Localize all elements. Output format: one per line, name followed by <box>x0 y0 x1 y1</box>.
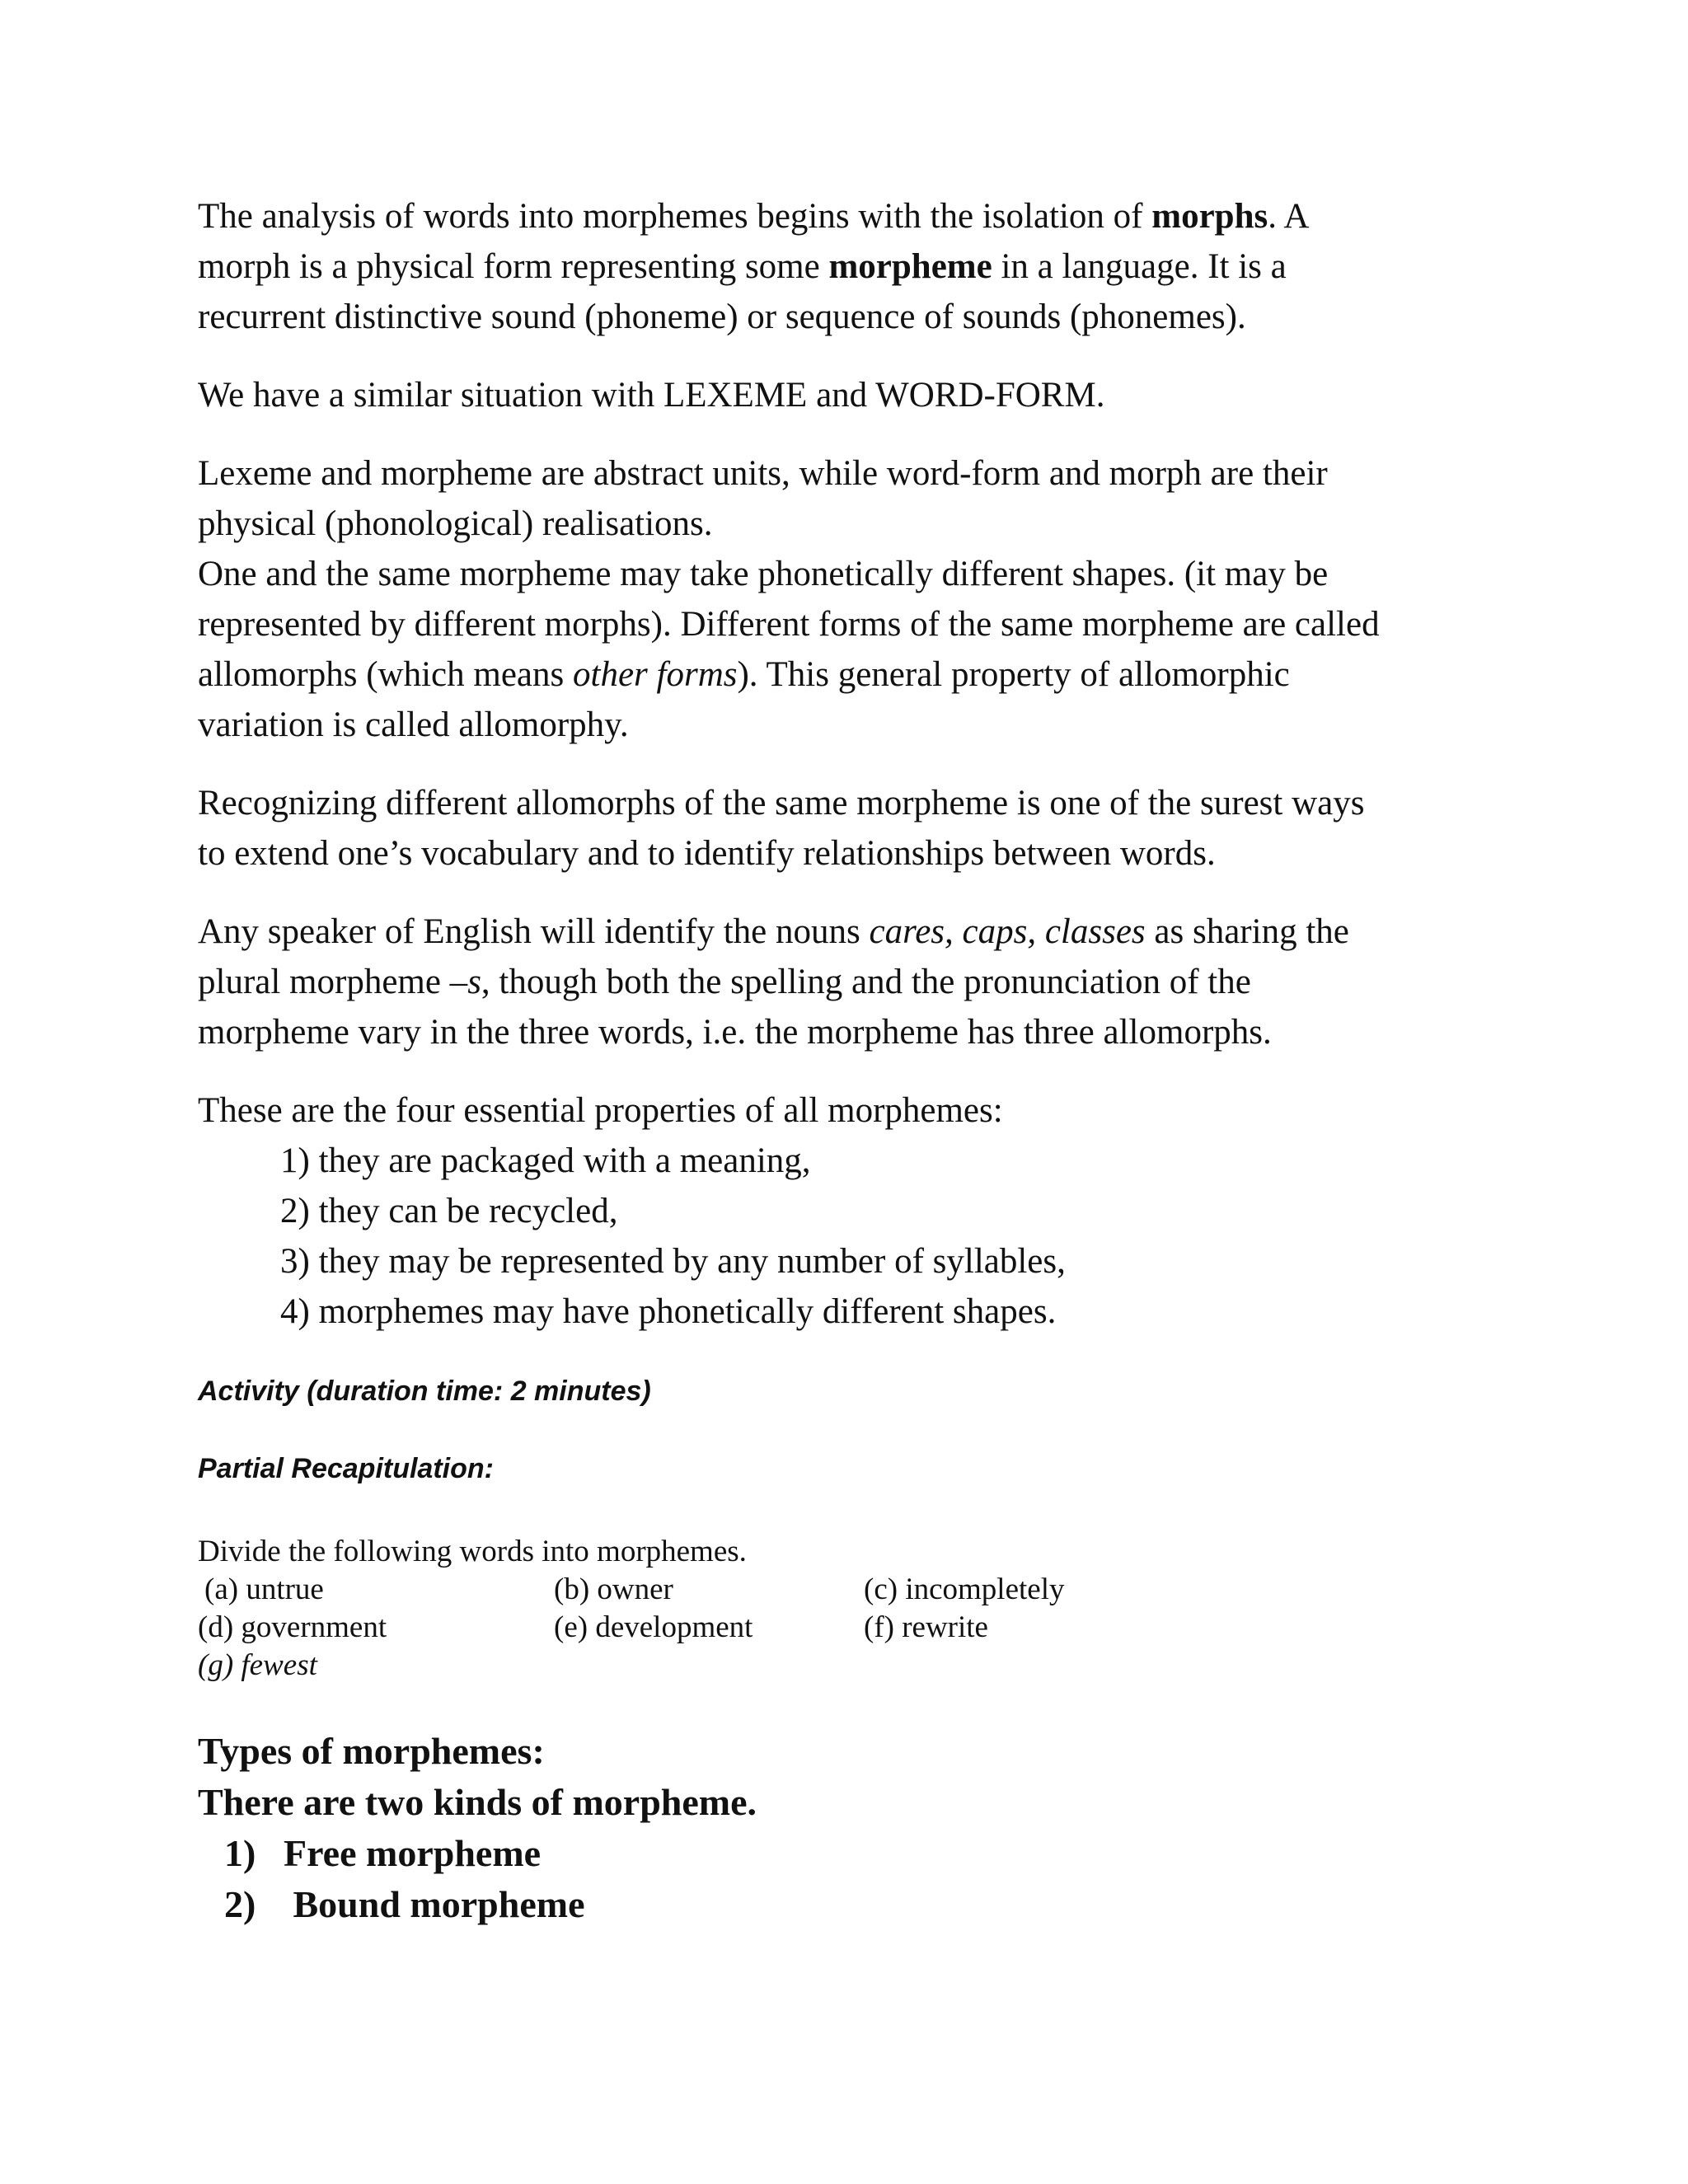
exercise-block <box>198 1533 1517 1685</box>
text-run: morph is a physical form representing some <box>198 247 829 286</box>
exercise-word-italic <box>198 1647 1517 1685</box>
paragraph-abstract-units <box>198 448 1517 549</box>
list-item-free-morpheme <box>198 1828 1517 1879</box>
list-item-bound-morpheme <box>198 1879 1517 1930</box>
bold-term-morpheme: morpheme <box>828 247 992 286</box>
paragraph-allomorphs <box>198 549 1517 750</box>
list-item: 2) they can be recycled, <box>280 1192 618 1230</box>
text-run: . A <box>1268 197 1310 236</box>
list-item: 3) they may be represented by any number of syllables, <box>280 1242 1066 1281</box>
italic-suffix: s <box>467 963 481 1001</box>
text-line: We have a similar situation with LEXEME and WORD-FORM. <box>198 376 1105 415</box>
paragraph-morphs <box>198 191 1517 342</box>
text-line: recurrent distinctive sound (phoneme) or sequence of sounds (phonemes). <box>198 298 1246 336</box>
text-line: Recognizing different allomorphs of the same morpheme is one of the surest ways <box>198 784 1365 823</box>
text-line: to extend one’s vocabulary and to identify relationships between words. <box>198 834 1216 873</box>
exercise-row <box>198 1571 1517 1609</box>
text-line <box>198 241 1517 292</box>
bold-term-morphs: morphs <box>1151 197 1268 236</box>
exercise-instruction: Divide the following words into morphemes. <box>198 1535 747 1568</box>
list-label: Bound morpheme <box>284 1883 585 1925</box>
paragraph-lexeme <box>198 370 1517 420</box>
properties-list <box>280 1136 1517 1337</box>
exercise-word: (c) incompletely <box>864 1572 1065 1606</box>
text-line: One and the same morpheme may take phonetically different shapes. (it may be <box>198 555 1329 593</box>
text-line <box>198 957 1517 1007</box>
text-run: The analysis of words into morphemes begins with the isolation of <box>198 197 1152 236</box>
text-run: in a language. It is a <box>992 247 1287 286</box>
exercise-word: (a) untrue <box>204 1572 324 1606</box>
exercise-word: (f) rewrite <box>864 1610 988 1644</box>
italic-examples: cares, caps, classes <box>869 912 1146 951</box>
text-line: variation is called allomorphy. <box>198 705 629 744</box>
text-line <box>198 907 1517 957</box>
paragraph-plural-example <box>198 907 1517 1057</box>
list-number: 2) <box>224 1883 256 1925</box>
list-item: 1) they are packaged with a meaning, <box>280 1141 811 1180</box>
exercise-row <box>198 1609 1517 1647</box>
activity-heading: Activity (duration time: 2 minutes) <box>198 1376 651 1407</box>
paragraph-recognizing <box>198 778 1517 879</box>
text-line: physical (phonological) realisations. <box>198 504 713 543</box>
list-item: 4) morphemes may have phonetically different shapes. <box>280 1292 1057 1331</box>
section-heading: Types of morphemes: <box>198 1730 545 1772</box>
text-line: represented by different morphs). Different forms of the same morpheme are called <box>198 605 1380 644</box>
text-run: ). This general property of allomorphic <box>737 655 1290 694</box>
exercise-word: (b) owner <box>554 1572 673 1606</box>
exercise-word: (e) development <box>554 1610 753 1644</box>
recap-heading: Partial Recapitulation: <box>198 1453 494 1484</box>
types-section <box>198 1726 1517 1930</box>
exercise-word: (g) fewest <box>198 1648 317 1682</box>
text-run: plural morpheme – <box>198 963 468 1001</box>
text-run: allomorphs (which means <box>198 655 573 694</box>
paragraph-properties <box>198 1085 1517 1337</box>
italic-term: other forms <box>573 655 738 694</box>
exercise-word: (d) government <box>198 1610 387 1644</box>
text-line: These are the four essential properties of all morphemes: <box>198 1091 1003 1130</box>
list-number: 1) <box>224 1832 256 1874</box>
section-subheading: There are two kinds of morpheme. <box>198 1781 757 1823</box>
text-line <box>198 649 1517 700</box>
list-label: Free morpheme <box>284 1832 542 1874</box>
text-run: , though both the spelling and the pronunciation of the <box>481 963 1251 1001</box>
text-line <box>198 191 1517 241</box>
text-run: as sharing the <box>1145 912 1349 951</box>
text-line: Lexeme and morpheme are abstract units, while word-form and morph are their <box>198 454 1328 493</box>
document-page <box>198 191 1517 1930</box>
text-line: morpheme vary in the three words, i.e. the morpheme has three allomorphs. <box>198 1013 1272 1052</box>
text-run: Any speaker of English will identify the nouns <box>198 912 870 951</box>
